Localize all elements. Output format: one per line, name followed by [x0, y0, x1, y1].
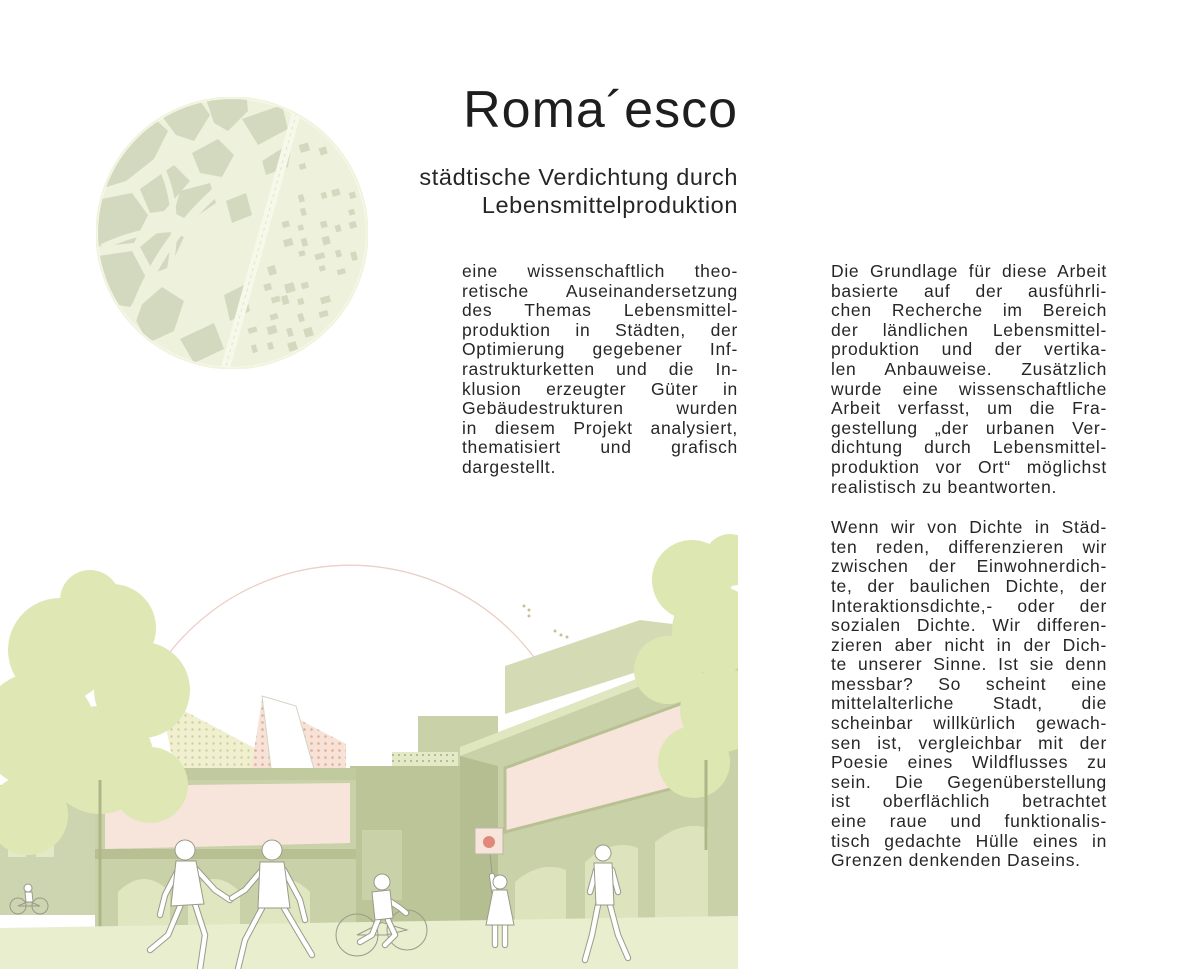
text-line: Interaktionsdichte,- oder der	[831, 595, 1107, 616]
text-line: realistisch zu beantworten.	[831, 476, 1058, 497]
apple-icon	[483, 836, 495, 848]
text-line: dargestellt.	[462, 456, 557, 477]
text-line: sein. Die Gegenüberstellung	[831, 771, 1107, 792]
text-line: Die Grundlage für diese Arbeit	[831, 261, 1107, 281]
text-line: der ländlichen Lebensmittel-	[831, 319, 1107, 340]
torso	[594, 863, 614, 905]
text-line: eine wissenschaftlich theo-	[462, 261, 738, 281]
subtitle-line: städtische Verdichtung durch	[419, 164, 738, 190]
text-line: tisch gedachte Hülle eines in	[831, 830, 1107, 851]
text-line: len Anbauweise. Zusätzlich	[831, 358, 1107, 379]
text-line: Grenzen denkenden Daseins.	[831, 850, 1081, 871]
text-line: thematisiert und grafisch	[462, 437, 738, 458]
text-line: dichtung durch Lebensmittel-	[831, 437, 1107, 458]
head	[175, 840, 195, 860]
birds	[523, 605, 569, 639]
subtitle	[419, 163, 738, 219]
text-line: in diesem Projekt analysiert,	[462, 417, 738, 438]
text-line: chen Recherche im Bereich	[831, 300, 1107, 321]
intro-paragraph	[462, 262, 738, 478]
text-line: zwischen der Einwohnerdich-	[831, 556, 1107, 577]
text-line: klusion erzeugter Güter in	[462, 378, 738, 399]
text-line: Wenn wir von Dichte in Städ-	[831, 517, 1107, 538]
text-line: produktion und der vertika-	[831, 339, 1107, 360]
body-paragraph	[831, 262, 1107, 497]
torso	[258, 862, 290, 908]
text-line: messbar? So scheint eine	[831, 673, 1107, 694]
text-line: scheinbar willkürlich gewach-	[831, 713, 1107, 734]
head	[262, 840, 282, 860]
body-paragraph	[831, 518, 1107, 871]
text-line: Poesie eines Wildflusses zu	[831, 752, 1107, 773]
head	[595, 845, 611, 861]
text-line: te, der baulichen Dichte, der	[831, 575, 1107, 596]
body-column	[831, 262, 1107, 892]
torso	[372, 890, 393, 920]
text-line: sen ist, vergleichbar mit der	[831, 732, 1107, 753]
text-line: wurde eine wissenschaftliche	[831, 378, 1107, 399]
text-line: gestellung „der urbanen Ver-	[831, 417, 1107, 438]
text-line: Gebäudestrukturen wurden	[462, 398, 738, 419]
text-line: sozialen Dichte. Wir differen-	[831, 615, 1107, 636]
text-line: te unserer Sinne. Ist sie denn	[831, 654, 1107, 675]
text-line: zieren aber nicht in der Dich-	[831, 634, 1107, 655]
site-plan-map	[96, 97, 368, 369]
text-line: Arbeit verfasst, um die Fra-	[831, 398, 1107, 419]
text-line: produktion vor Ort“ möglichst	[831, 456, 1107, 477]
subtitle-line: Lebensmittelproduktion	[481, 192, 738, 218]
torso	[25, 892, 33, 902]
text-line: eine raue und funktionalis-	[831, 811, 1107, 832]
head	[493, 875, 507, 889]
text-line: ten reden, differenzieren wir	[831, 536, 1107, 557]
page-title: Roma´esco	[463, 81, 738, 139]
text-line: des Themas Lebensmittel-	[462, 300, 738, 321]
text-line: produktion in Städten, der	[462, 319, 738, 340]
head	[24, 884, 32, 892]
text-line: ist oberflächlich betrachtet	[831, 791, 1107, 812]
text-line: retische Auseinandersetzung	[462, 280, 738, 301]
intro-column	[462, 262, 738, 499]
street-illustration	[0, 530, 738, 969]
head	[374, 874, 390, 890]
text-line: rastrukturketten und die In-	[462, 358, 738, 379]
dome-arc	[130, 565, 555, 728]
text-line: Optimierung gegebener Inf-	[462, 339, 738, 360]
text-line: mittelalterliche Stadt, die	[831, 693, 1107, 714]
text-line: basierte auf der ausführli-	[831, 280, 1107, 301]
